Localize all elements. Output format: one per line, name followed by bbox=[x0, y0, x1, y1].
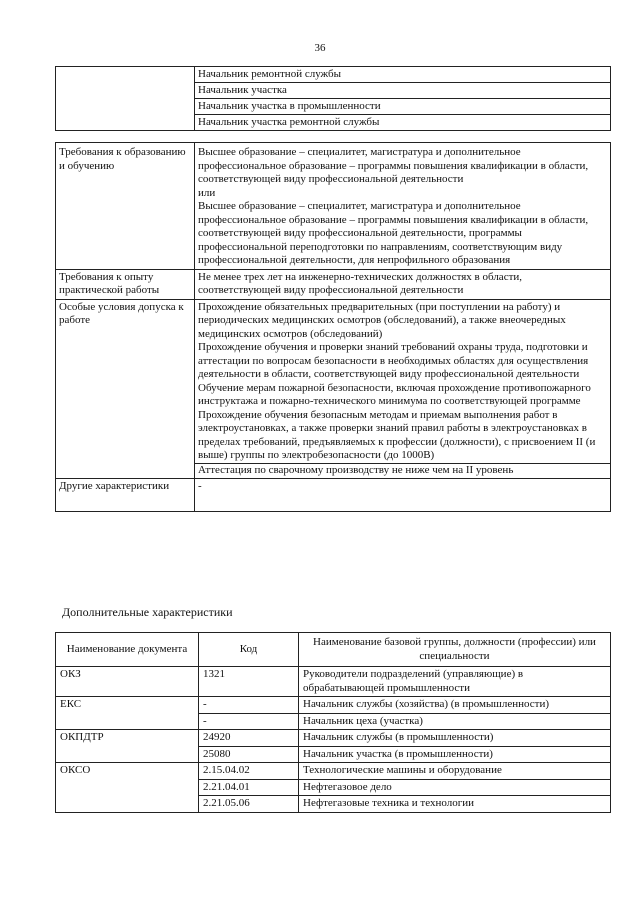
header-name: Наименование базовой группы, должности (профессии) или специальности bbox=[299, 633, 611, 667]
header-code: Код bbox=[199, 633, 299, 667]
code-cell: - bbox=[199, 713, 299, 730]
name-cell: Руководители подразделений (управляющие) в обрабатывающей промышленности bbox=[299, 667, 611, 697]
table-row bbox=[56, 713, 611, 730]
paragraph: Высшее образование – специалитет, магистратура и дополнительное профессиональное образование – программы повышения квалификации в области, соответствующей виду профессиональной деятельности, программы профессиональной переподготовки по направлениям, соответствующим виду профессиональной деятельности, для непрофильного образования bbox=[198, 200, 589, 266]
table-row bbox=[56, 730, 611, 747]
name-cell: Начальник цеха (участка) bbox=[299, 713, 611, 730]
name-cell: Начальник службы (в промышленности) bbox=[299, 730, 611, 747]
additional-table bbox=[55, 632, 611, 813]
doc-cell: ОКЗ bbox=[56, 667, 199, 697]
row-label: Другие характеристики bbox=[56, 479, 195, 512]
position-item: Начальник участка в промышленности bbox=[195, 99, 610, 115]
doc-cell: ОКПДТР bbox=[56, 730, 199, 747]
positions-table bbox=[55, 66, 611, 131]
name-cell: Нефтегазовое дело bbox=[299, 779, 611, 796]
paragraph: Прохождение обязательных предварительных (при поступлении на работу) и периодических медицинских осмотров (обследований), а также внеочередных медицинских осмотров (обследований) bbox=[198, 300, 566, 340]
table-row bbox=[56, 667, 611, 697]
table-row bbox=[56, 67, 611, 131]
code-cell: 25080 bbox=[199, 746, 299, 763]
positions-cell bbox=[195, 67, 611, 131]
table-row bbox=[56, 299, 611, 479]
doc-cell: ЕКС bbox=[56, 697, 199, 714]
paragraph: или bbox=[198, 186, 216, 199]
paragraph: Аттестация по сварочному производству не ниже чем на II уровень bbox=[198, 463, 514, 476]
table-row bbox=[56, 143, 611, 270]
table-row bbox=[56, 746, 611, 763]
position-item: Начальник участка ремонтной службы bbox=[198, 116, 380, 128]
doc-cell bbox=[56, 746, 199, 763]
doc-cell bbox=[56, 779, 199, 796]
paragraph: - bbox=[198, 480, 202, 492]
page-number: 36 bbox=[314, 42, 326, 54]
name-cell: Технологические машины и оборудование bbox=[299, 763, 611, 780]
paragraph: Не менее трех лет на инженерно-технических должностях в области, соответствующей виду профессиональной деятельности bbox=[198, 270, 523, 296]
code-cell: 24920 bbox=[199, 730, 299, 747]
table-row bbox=[56, 479, 611, 512]
doc-cell bbox=[56, 796, 199, 813]
row-label: Требования к образованию и обучению bbox=[56, 143, 195, 270]
table-row bbox=[56, 269, 611, 299]
table-row bbox=[56, 697, 611, 714]
code-cell: 2.21.04.01 bbox=[199, 779, 299, 796]
code-cell: 1321 bbox=[199, 667, 299, 697]
empty-cell bbox=[56, 67, 195, 131]
name-cell: Нефтегазовые техника и технологии bbox=[299, 796, 611, 813]
code-cell: 2.21.05.06 bbox=[199, 796, 299, 813]
code-cell: 2.15.04.02 bbox=[199, 763, 299, 780]
doc-cell: ОКСО bbox=[56, 763, 199, 780]
code-cell: - bbox=[199, 697, 299, 714]
row-content bbox=[195, 143, 611, 270]
table-row bbox=[56, 763, 611, 780]
table-row bbox=[56, 796, 611, 813]
row-content bbox=[195, 299, 611, 479]
paragraph: Высшее образование – специалитет, магистратура и дополнительное профессиональное образование – программы повышения квалификации в области, соответствующей виду профессиональной деятельности bbox=[198, 146, 589, 185]
row-label: Требования к опыту практической работы bbox=[56, 269, 195, 299]
table-row bbox=[56, 779, 611, 796]
name-cell: Начальник службы (хозяйства) (в промышленности) bbox=[299, 697, 611, 714]
requirements-table bbox=[55, 142, 611, 512]
position-item: Начальник ремонтной службы bbox=[195, 67, 610, 83]
header-doc: Наименование документа bbox=[56, 633, 199, 667]
doc-cell bbox=[56, 713, 199, 730]
header-row bbox=[56, 633, 611, 667]
paragraph: Прохождение обучения безопасным методам и приемам выполнения работ в электроустановках, а также проверки знаний правил работы в электроустановках в пределах требований, предъявляемых к профессии (должности), с присвоением II (и выше) группы по электробезопасности (до 1000В) bbox=[195, 409, 610, 464]
row-content bbox=[195, 269, 611, 299]
name-cell: Начальник участка (в промышленности) bbox=[299, 746, 611, 763]
position-item: Начальник участка bbox=[195, 83, 610, 99]
section-title: Дополнительные характеристики bbox=[62, 605, 233, 619]
row-label: Особые условия допуска к работе bbox=[56, 299, 195, 479]
row-content bbox=[195, 479, 611, 512]
paragraph: Обучение мерам пожарной безопасности, включая прохождение противопожарного инструктажа и пожарно-технического минимума по соответствующей программе bbox=[198, 381, 591, 407]
paragraph: Прохождение обучения и проверки знаний требований охраны труда, подготовки и аттестации по вопросам безопасности в необходимых областях для осуществления деятельности в области, соответствующей виду профессиональной деятельности bbox=[198, 341, 589, 380]
